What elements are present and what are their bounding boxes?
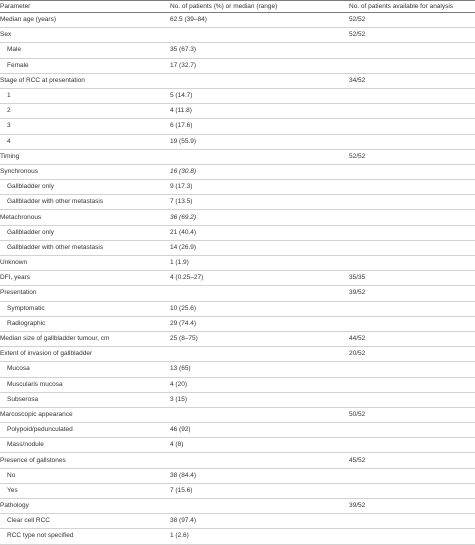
available-cell	[349, 134, 475, 149]
available-cell: 50/52	[349, 407, 475, 422]
parameter-cell: DFI, years	[0, 271, 170, 286]
header-row	[0, 2, 475, 13]
parameter-cell: No	[0, 468, 170, 483]
value-cell	[170, 28, 349, 43]
table-row	[0, 58, 475, 73]
table-row	[0, 28, 475, 43]
parameter-cell: Synchronous	[0, 164, 170, 179]
parameter-cell: Gallbladder with other metastasis	[0, 195, 170, 210]
parameter-cell: Unknown	[0, 256, 170, 271]
value-cell: 21 (40.4)	[170, 225, 349, 240]
value-cell: 4 (8)	[170, 438, 349, 453]
value-cell: 38 (97.4)	[170, 514, 349, 529]
table-row	[0, 331, 475, 346]
table-row	[0, 134, 475, 149]
value-cell: 36 (69.2)	[170, 210, 349, 225]
table-row	[0, 529, 475, 544]
available-cell: 34/52	[349, 73, 475, 88]
table-row	[0, 256, 475, 271]
available-cell	[349, 377, 475, 392]
parameter-cell: Gallbladder only	[0, 225, 170, 240]
available-cell	[349, 119, 475, 134]
table-row	[0, 423, 475, 438]
available-cell	[349, 195, 475, 210]
parameter-cell: Polypoid/pedunculated	[0, 423, 170, 438]
available-cell	[349, 423, 475, 438]
available-cell: 52/52	[349, 149, 475, 164]
value-cell: 25 (8–75)	[170, 331, 349, 346]
table-row	[0, 271, 475, 286]
value-cell: 17 (32.7)	[170, 58, 349, 73]
available-cell	[349, 483, 475, 498]
table-row	[0, 195, 475, 210]
parameter-cell: Presence of gallstones	[0, 453, 170, 468]
available-cell: 20/52	[349, 347, 475, 362]
parameter-cell: Gallbladder with other metastasis	[0, 240, 170, 255]
parameter-cell: Marcoscopic appearance	[0, 407, 170, 422]
table-row	[0, 240, 475, 255]
value-cell: 19 (55.9)	[170, 134, 349, 149]
table-row	[0, 225, 475, 240]
available-cell: 39/52	[349, 499, 475, 514]
value-cell	[170, 453, 349, 468]
value-cell: 6 (17.6)	[170, 119, 349, 134]
value-cell: 4 (0.25–27)	[170, 271, 349, 286]
parameter-cell: Female	[0, 58, 170, 73]
value-cell: 1 (1.9)	[170, 256, 349, 271]
value-cell: 13 (65)	[170, 362, 349, 377]
table-row	[0, 438, 475, 453]
value-cell	[170, 407, 349, 422]
available-cell	[349, 362, 475, 377]
available-cell	[349, 88, 475, 103]
value-cell: 62.5 (39–84)	[170, 13, 349, 28]
available-cell	[349, 316, 475, 331]
value-cell	[170, 286, 349, 301]
value-cell	[170, 149, 349, 164]
value-cell: 4 (11.8)	[170, 104, 349, 119]
table-row	[0, 149, 475, 164]
table-row	[0, 104, 475, 119]
parameter-cell: Presentation	[0, 286, 170, 301]
parameter-cell: Symptomatic	[0, 301, 170, 316]
available-cell: 35/35	[349, 271, 475, 286]
value-cell: 3 (15)	[170, 392, 349, 407]
table-row	[0, 453, 475, 468]
parameter-cell: 1	[0, 88, 170, 103]
value-cell: 10 (25.6)	[170, 301, 349, 316]
available-cell	[349, 210, 475, 225]
table-row	[0, 180, 475, 195]
parameter-cell: Gallbladder only	[0, 180, 170, 195]
value-cell	[170, 499, 349, 514]
parameter-cell: Timing	[0, 149, 170, 164]
parameter-cell: Male	[0, 43, 170, 58]
available-cell	[349, 240, 475, 255]
table-row	[0, 119, 475, 134]
available-cell: 39/52	[349, 286, 475, 301]
value-cell	[170, 347, 349, 362]
available-cell	[349, 301, 475, 316]
parameter-cell: 4	[0, 134, 170, 149]
parameter-cell: Radiographic	[0, 316, 170, 331]
value-cell: 5 (14.7)	[170, 88, 349, 103]
top-rule	[0, 0, 475, 1]
available-cell	[349, 58, 475, 73]
value-cell: 46 (92)	[170, 423, 349, 438]
value-cell: 14 (26.9)	[170, 240, 349, 255]
table-row	[0, 377, 475, 392]
parameter-cell: Muscularis mucosa	[0, 377, 170, 392]
table-row	[0, 483, 475, 498]
value-cell: 4 (20)	[170, 377, 349, 392]
parameter-cell: Mass/nodule	[0, 438, 170, 453]
available-cell	[349, 180, 475, 195]
available-cell	[349, 256, 475, 271]
value-cell: 1 (2.6)	[170, 529, 349, 544]
value-cell: 16 (30.8)	[170, 164, 349, 179]
table-row	[0, 286, 475, 301]
table-row	[0, 362, 475, 377]
parameter-cell: Pathology	[0, 499, 170, 514]
table-body	[0, 13, 475, 545]
table-row	[0, 499, 475, 514]
table-row	[0, 514, 475, 529]
value-cell: 7 (15.6)	[170, 483, 349, 498]
parameter-cell: Extent of invasion of gallbladder	[0, 347, 170, 362]
available-cell	[349, 392, 475, 407]
parameter-cell: Median age (years)	[0, 13, 170, 28]
value-cell	[170, 73, 349, 88]
available-cell	[349, 164, 475, 179]
parameter-cell: Median size of gallbladder tumour, cm	[0, 331, 170, 346]
header-available: No. of patients available for analysis	[349, 2, 475, 13]
available-cell: 52/52	[349, 13, 475, 28]
available-cell	[349, 468, 475, 483]
header-patients: No. of patients (%) or median (range)	[170, 2, 349, 13]
table-row	[0, 164, 475, 179]
available-cell: 44/52	[349, 331, 475, 346]
table-row	[0, 43, 475, 58]
value-cell: 9 (17.3)	[170, 180, 349, 195]
available-cell	[349, 104, 475, 119]
header-parameter: Parameter	[0, 2, 170, 13]
parameter-cell: 3	[0, 119, 170, 134]
available-cell: 52/52	[349, 28, 475, 43]
parameter-cell: Yes	[0, 483, 170, 498]
parameter-cell: Metachronous	[0, 210, 170, 225]
available-cell: 45/52	[349, 453, 475, 468]
available-cell	[349, 529, 475, 544]
value-cell: 29 (74.4)	[170, 316, 349, 331]
table-row	[0, 88, 475, 103]
table-row	[0, 301, 475, 316]
parameter-cell: Sex	[0, 28, 170, 43]
parameter-cell: Stage of RCC at presentation	[0, 73, 170, 88]
parameter-cell: Mucosa	[0, 362, 170, 377]
parameter-cell: 2	[0, 104, 170, 119]
available-cell	[349, 514, 475, 529]
parameter-cell: Subserosa	[0, 392, 170, 407]
value-cell: 7 (13.5)	[170, 195, 349, 210]
table-row	[0, 73, 475, 88]
available-cell	[349, 43, 475, 58]
parameter-cell: RCC type not specified	[0, 529, 170, 544]
table-row	[0, 210, 475, 225]
value-cell: 38 (84.4)	[170, 468, 349, 483]
available-cell	[349, 438, 475, 453]
table-row	[0, 316, 475, 331]
table-row	[0, 347, 475, 362]
patient-characteristics-table	[0, 2, 475, 545]
value-cell: 35 (67.3)	[170, 43, 349, 58]
available-cell	[349, 225, 475, 240]
parameter-cell: Clear cell RCC	[0, 514, 170, 529]
table-row	[0, 468, 475, 483]
table-row	[0, 13, 475, 28]
table-row	[0, 407, 475, 422]
table-row	[0, 392, 475, 407]
